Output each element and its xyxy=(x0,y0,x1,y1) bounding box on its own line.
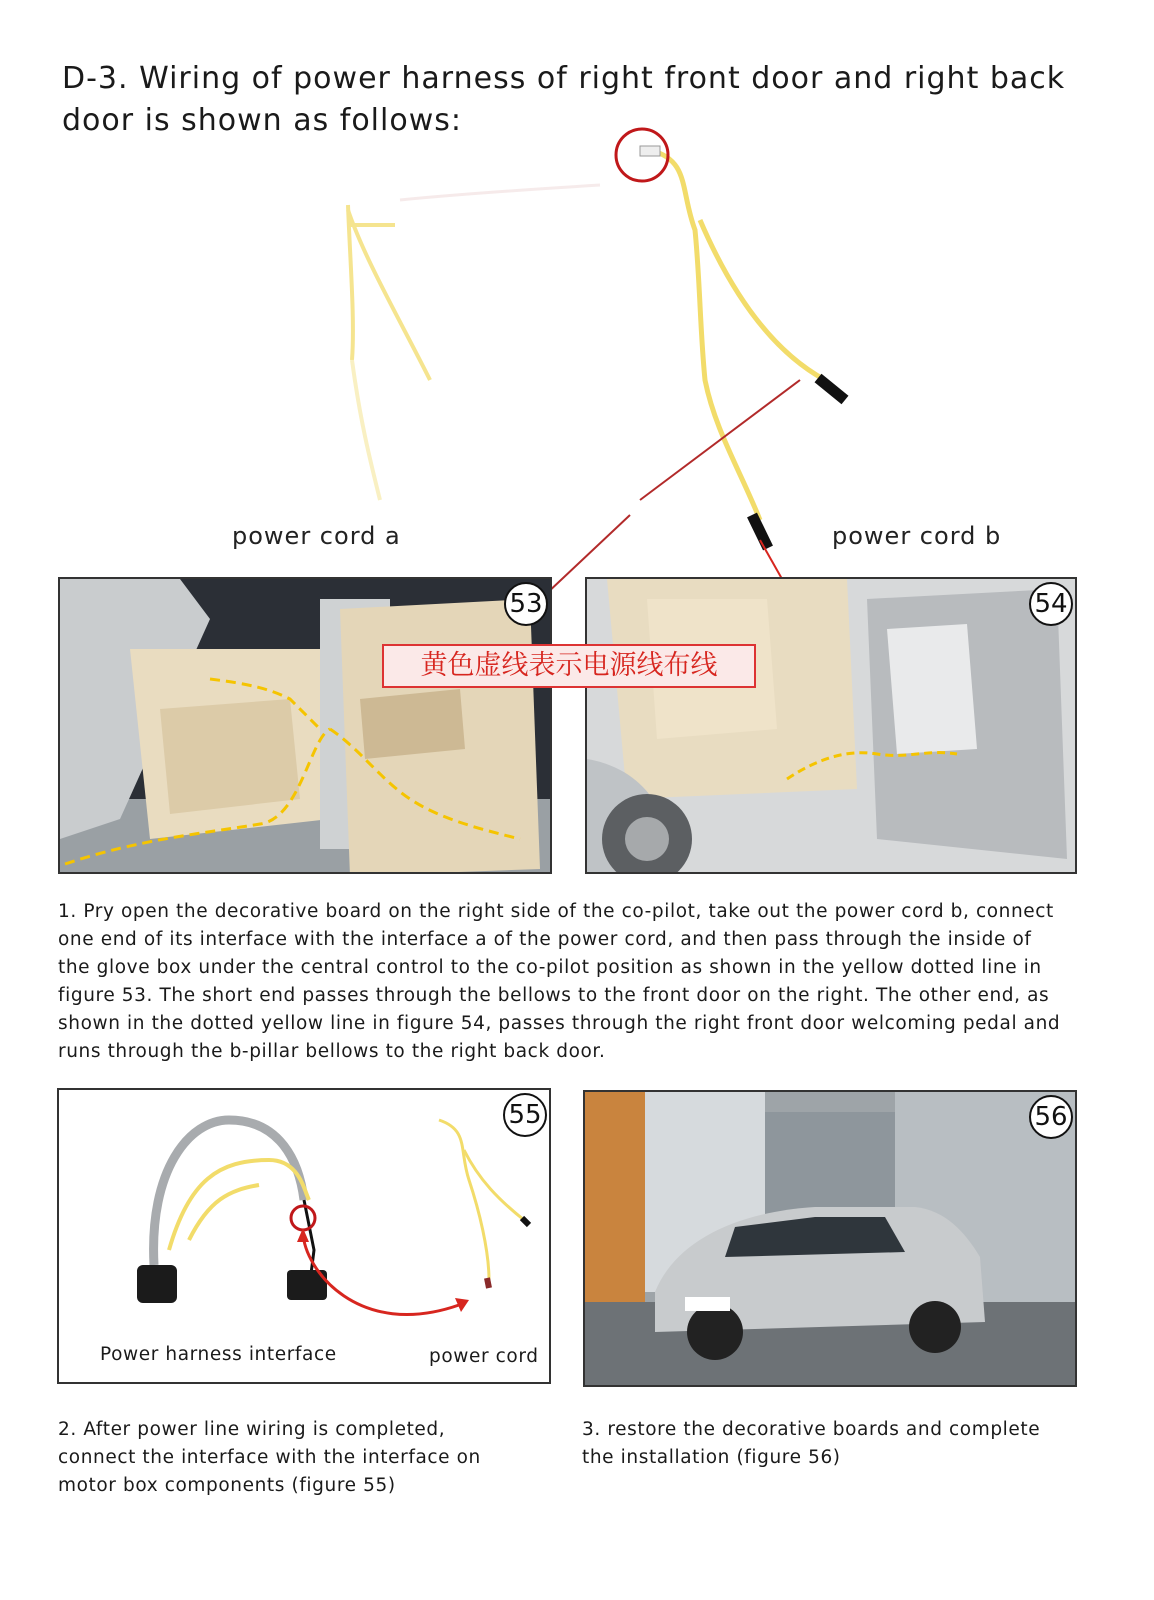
power-cord-b-label: power cord b xyxy=(832,522,1002,550)
section-title: D-3. Wiring of power harness of right front door and right back door is shown as follows: xyxy=(62,61,1066,138)
step-2-text: 2. After power line wiring is completed, connect the interface with the interface on motor box components (figure 55) xyxy=(58,1419,481,1496)
car-rear-door-illustration xyxy=(587,579,1077,874)
step-1-text: 1. Pry open the decorative board on the right side of the co-pilot, take out the power cord b, connect one end of its interface with the interface a of the power cord, and then pass through the inside of the glove box under the central control to the co-pilot position as shown in the yellow dotted line in figure 53. The short end passes through the bellows to the front door on the right. The other end, as shown in the dotted yellow line in figure 54, passes through the right front door welcoming pedal and runs through the b-pillar bellows to the right back door. xyxy=(58,901,1061,1062)
installed-car-illustration xyxy=(585,1092,1077,1387)
figure-54-number: 54 xyxy=(1029,582,1073,626)
figure-54-photo xyxy=(585,577,1077,874)
power-harness-interface-label: Power harness interface xyxy=(100,1344,337,1365)
power-cord-b-drawing xyxy=(545,129,845,590)
figure-56-photo xyxy=(583,1090,1077,1387)
power-cord-a-label: power cord a xyxy=(232,522,401,550)
figure-55-diagram xyxy=(57,1088,551,1384)
figure-53-photo xyxy=(58,577,552,874)
car-front-door-illustration xyxy=(60,579,552,874)
power-cord-diagram xyxy=(0,120,1154,590)
figure-53-number: 53 xyxy=(504,582,548,626)
step-3-text: 3. restore the decorative boards and complete the installation (figure 56) xyxy=(582,1419,1041,1468)
harness-interface-illustration xyxy=(59,1090,551,1384)
figure-55-number: 55 xyxy=(503,1093,547,1137)
power-cord-a-drawing xyxy=(348,185,600,500)
wiring-note-banner: 黄色虚线表示电源线布线 xyxy=(382,644,756,688)
power-cord-label: power cord xyxy=(429,1346,539,1367)
figure-56-number: 56 xyxy=(1029,1095,1073,1139)
